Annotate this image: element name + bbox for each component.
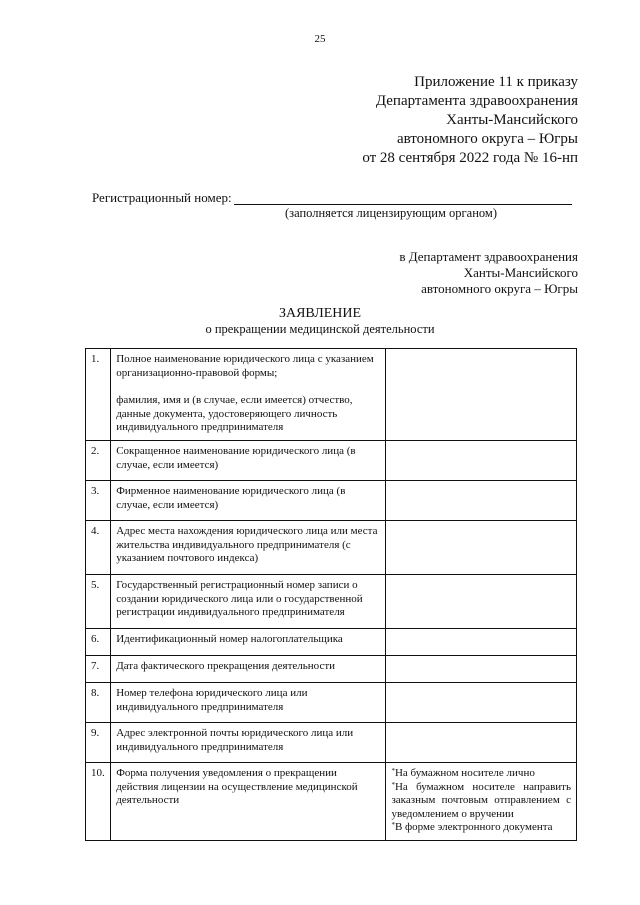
registration-number-label: Регистрационный номер: [92, 190, 232, 205]
row-number: 9. [86, 723, 111, 763]
table-row [86, 349, 577, 441]
option-label: В форме электронного документа [394, 821, 553, 833]
row-label: Номер телефона юридического лица или индивидуального предпринимателя [111, 683, 386, 723]
option-mark: * [391, 821, 395, 829]
row-label-part: фамилия, имя и (в случае, если имеется) отчество, данные документа, удостоверяющего личность индивидуального предпринимателя [116, 394, 353, 433]
appendix-line: автономного округа – Югры [396, 131, 578, 147]
notification-option-paper-in-person[interactable] [391, 767, 571, 781]
row-label: Сокращенное наименование юридического лица (в случае, если имеется) [111, 441, 386, 481]
row-label: Адрес места нахождения юридического лица или места жительства индивидуального предпринимателя (с указанием почтового индекса) [111, 521, 386, 575]
option-mark: * [391, 767, 395, 775]
option-mark: * [391, 780, 395, 789]
address-field[interactable] [386, 521, 577, 575]
appendix-line: Ханты-Мансийского [446, 112, 578, 128]
table-row [86, 656, 577, 683]
document-subtitle: о прекращении медицинской деятельности [205, 322, 435, 336]
document-title: ЗАЯВЛЕНИЕ [278, 306, 362, 321]
brand-name-field[interactable] [386, 481, 577, 521]
option-label: На бумажном носителе направить заказным почтовым отправлением с уведомлением о вручении [391, 780, 571, 820]
addressee-line: Ханты-Мансийского [463, 265, 578, 280]
row-number: 2. [86, 441, 111, 481]
table-row [86, 683, 577, 723]
row-label: Государственный регистрационный номер записи о создании юридического лица или о государственной регистрации индивидуального предпринимателя [111, 575, 386, 629]
registration-number-field[interactable] [234, 204, 572, 205]
table-row [86, 723, 577, 763]
notification-option-paper-by-mail[interactable] [391, 781, 571, 822]
termination-date-field[interactable] [386, 656, 577, 683]
row-number: 7. [86, 656, 111, 683]
row-label: Идентификационный номер налогоплательщика [111, 629, 386, 656]
row-label: Форма получения уведомления о прекращении действия лицензии на осуществление медицинской деятельности [111, 763, 386, 841]
appendix-line: Приложение 11 к приказу [414, 74, 578, 90]
table-row [86, 575, 577, 629]
table-row [86, 521, 577, 575]
legal-name-field[interactable] [386, 349, 577, 441]
registration-record-field[interactable] [386, 575, 577, 629]
addressee-line: в Департамент здравоохранения [399, 249, 578, 264]
phone-field[interactable] [386, 683, 577, 723]
row-number: 6. [86, 629, 111, 656]
row-label [111, 349, 386, 441]
appendix-line: Департамента здравоохранения [375, 93, 578, 109]
short-name-field[interactable] [386, 441, 577, 481]
row-number: 8. [86, 683, 111, 723]
row-label: Дата фактического прекращения деятельности [111, 656, 386, 683]
email-field[interactable] [386, 723, 577, 763]
table-row [86, 763, 577, 841]
table-row [86, 629, 577, 656]
appendix-header [362, 73, 578, 168]
row-label-gap [116, 380, 380, 394]
tax-id-field[interactable] [386, 629, 577, 656]
addressee [399, 249, 578, 297]
application-form-table [85, 348, 577, 841]
table-row [86, 481, 577, 521]
row-number: 4. [86, 521, 111, 575]
registration-number-hint: (заполняется лицензирующим органом) [285, 206, 497, 220]
notification-option-electronic[interactable] [391, 821, 571, 835]
row-label: Фирменное наименование юридического лица (в случае, если имеется) [111, 481, 386, 521]
row-number: 5. [86, 575, 111, 629]
row-label-part: Полное наименование юридического лица с указанием организационно-правовой формы; [116, 353, 374, 379]
row-number: 10. [86, 763, 111, 841]
row-number: 1. [86, 349, 111, 441]
row-number: 3. [86, 481, 111, 521]
appendix-line: от 28 сентября 2022 года № 16-нп [362, 150, 578, 166]
page-number: 25 [314, 33, 326, 45]
option-label: На бумажном носителе лично [394, 767, 535, 779]
addressee-line: автономного округа – Югры [421, 281, 578, 296]
row-label: Адрес электронной почты юридического лица или индивидуального предпринимателя [111, 723, 386, 763]
table-row [86, 441, 577, 481]
notification-form-options [386, 763, 577, 841]
